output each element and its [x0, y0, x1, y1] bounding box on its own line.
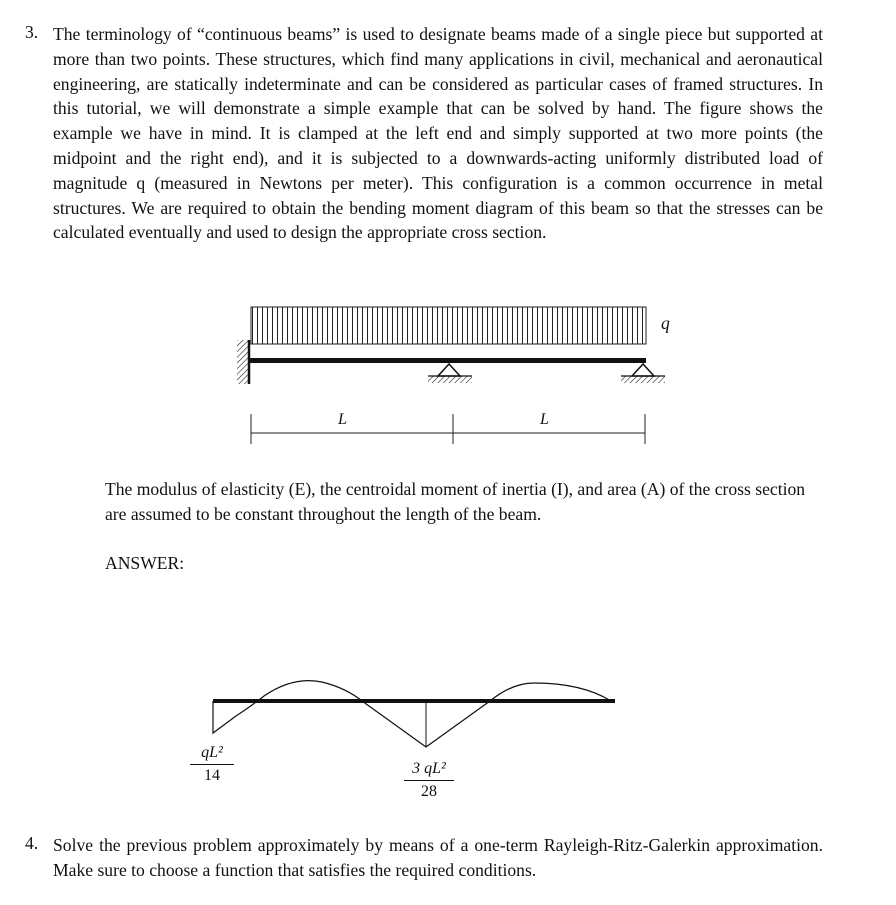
load-label-q: q	[661, 313, 670, 333]
bending-moment-diagram	[213, 681, 615, 747]
pin-support-right	[621, 364, 665, 383]
modulus-text: The modulus of elasticity (E), the centroidal moment of inertia (I), and area (A) of the cross section are assumed to be constant throughout the length of the beam.	[105, 479, 806, 524]
answer-label: ANSWER:	[105, 553, 185, 573]
beam	[250, 358, 646, 363]
distributed-load	[251, 307, 646, 344]
moment-mid-numerator: 3 qL²	[404, 758, 454, 781]
span-label-left: L	[338, 411, 347, 428]
span-label-right: L	[540, 411, 549, 428]
moment-mid-denominator: 28	[421, 783, 437, 800]
fixed-support	[237, 340, 249, 384]
moment-left-numerator: qL²	[190, 742, 234, 765]
dimension-line	[251, 414, 645, 444]
moment-mid-fraction	[404, 758, 454, 803]
question-3-text: The terminology of “continuous beams” is used to designate beams made of a single piece but supported at more than two points. These structures, which find many applications in civil, mechanical and aeronautical engineering, are statically indeterminate and can be considered as particular cases of framed structures. In this tutorial, we will demonstrate a simple example that can be solved by hand. The figure shows the example we have in mind. It is clamped at the left end and simply supported at two more points (the midpoint and the right end), and it is subjected to a downwards-acting uniformly distributed load of magnitude q (measured in Newtons per meter). This configuration is a common occurrence in metal structures. We are required to obtain the bending moment diagram of this beam so that the stresses can be calculated eventually and used to design the appropriate cross section.	[53, 24, 823, 243]
question-4-text: Solve the previous problem approximately by means of a one-term Rayleigh-Ritz-Galerkin approximation. Make sure to choose a function that satisfies the required conditions.	[53, 835, 823, 880]
moment-left-fraction	[190, 742, 234, 787]
question-3-number: 3.	[25, 22, 39, 42]
moment-left-denominator: 14	[204, 767, 220, 784]
question-4-number: 4.	[25, 833, 39, 853]
pin-support-mid	[428, 364, 472, 383]
